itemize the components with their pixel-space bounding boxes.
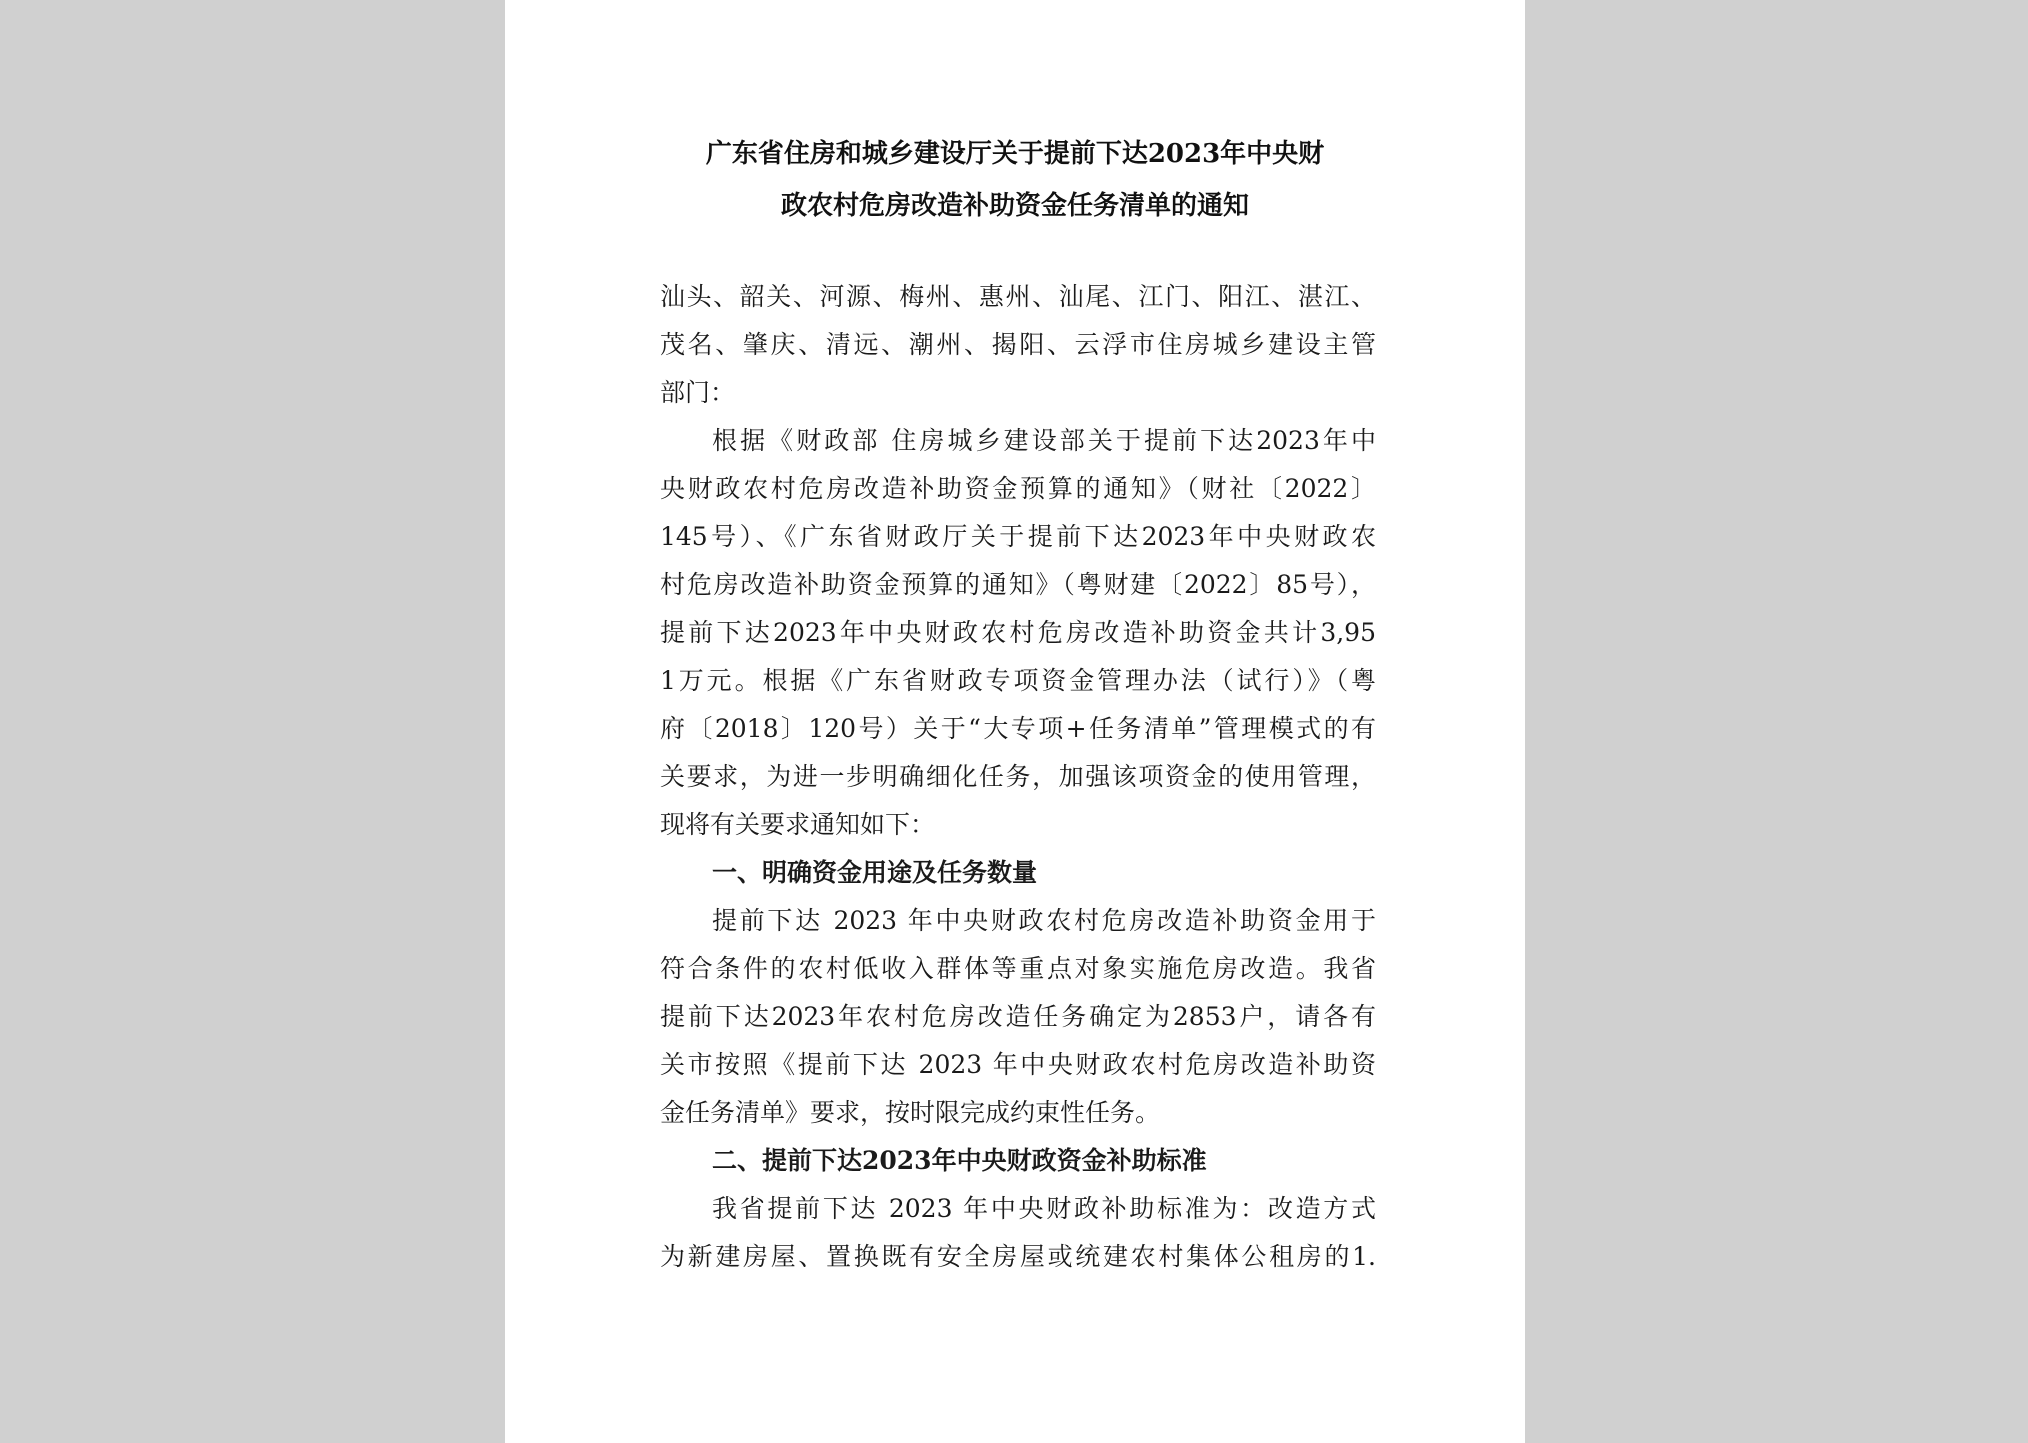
title-line: 政农村危房改造补助资金任务清单的通知 (780, 191, 1249, 221)
paragraph-line: 根据《财政部 住房城乡建设部关于提前下达2023年中 (712, 426, 1376, 455)
paragraph-line: 村危房改造补助资金预算的通知》（粤财建〔2022〕85号）， (660, 570, 1376, 599)
section-heading-2: 二、提前下达2023年中央财政资金补助标准 (712, 1146, 1207, 1175)
paragraph-line: 为新建房屋、置换既有安全房屋或统建农村集体公租房的1. (660, 1242, 1376, 1271)
document-title (505, 128, 1525, 232)
document-page (505, 0, 1525, 1443)
paragraph-line: 央财政农村危房改造补助资金预算的通知》（财社〔2022〕 (660, 474, 1376, 503)
paragraph-line: 关市按照《提前下达 2023 年中央财政农村危房改造补助资 (660, 1050, 1376, 1079)
title-line: 广东省住房和城乡建设厅关于提前下达2023年中央财 (705, 139, 1325, 169)
paragraph-line: 我省提前下达 2023 年中央财政补助标准为：改造方式 (712, 1194, 1376, 1223)
addressee (660, 273, 1376, 417)
paragraph-line: 现将有关要求通知如下： (660, 810, 936, 839)
paragraph-subsidy-standard (660, 1185, 1376, 1281)
paragraph-line: 1万元。根据《广东省财政专项资金管理办法（试行）》（粤 (660, 666, 1376, 695)
section-heading-1: 一、明确资金用途及任务数量 (712, 858, 1038, 887)
addressee-line: 茂名、肇庆、清远、潮州、揭阳、云浮市住房城乡建设主管 (660, 330, 1376, 359)
paragraph-line: 145号）、《广东省财政厅关于提前下达2023年中央财政农 (660, 522, 1376, 551)
paragraph-line: 提前下达 2023 年中央财政农村危房改造补助资金用于 (712, 906, 1376, 935)
addressee-line: 部门： (660, 378, 736, 407)
paragraph-line: 提前下达2023年中央财政农村危房改造补助资金共计3,95 (660, 618, 1376, 647)
paragraph-line: 提前下达2023年农村危房改造任务确定为2853户，请各有 (660, 1002, 1376, 1031)
document-body (660, 273, 1376, 1281)
paragraph-fund-use (660, 897, 1376, 1137)
paragraph-line: 关要求，为进一步明确细化任务，加强该项资金的使用管理， (660, 762, 1376, 791)
paragraph-line: 金任务清单》要求，按时限完成约束性任务。 (660, 1098, 1161, 1127)
paragraph-basis (660, 417, 1376, 849)
paragraph-line: 府〔2018〕120号）关于“大专项+任务清单”管理模式的有 (660, 714, 1376, 743)
addressee-line: 汕头、韶关、河源、梅州、惠州、汕尾、江门、阳江、湛江、 (660, 282, 1376, 311)
paragraph-line: 符合条件的农村低收入群体等重点对象实施危房改造。我省 (660, 954, 1376, 983)
